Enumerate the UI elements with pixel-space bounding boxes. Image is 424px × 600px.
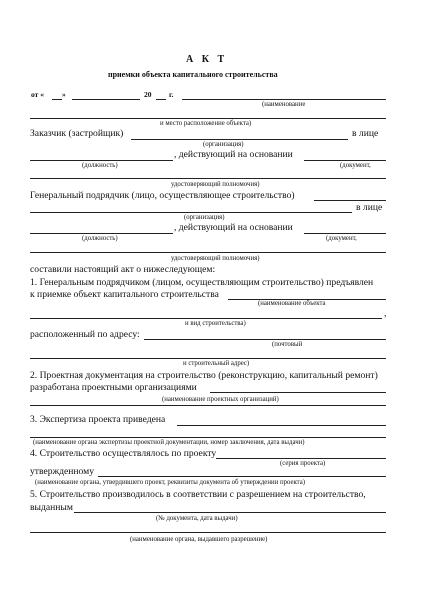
- item5-permit-line: [74, 512, 386, 513]
- item1-note-object: (наименование объекта: [258, 300, 326, 307]
- contractor-note-document: (документ,: [326, 235, 357, 242]
- date-suffix: г.: [169, 90, 174, 99]
- item3-note: (наименование органа экспертизы проектной документации, номер заключения, дата выдачи): [33, 439, 305, 446]
- customer-acting-basis: , действующий на основании: [174, 149, 293, 160]
- item5-note-doc: (№ документа, дата выдачи): [156, 515, 238, 522]
- item2-designers-line-2: [30, 405, 386, 406]
- item1-note-construction-address: и строительный адрес): [183, 360, 250, 367]
- item4-line1: 4. Строительство осуществлялось по проекту: [30, 448, 217, 459]
- contractor-note-org: (организация): [184, 214, 225, 221]
- item5-line2: выданным: [30, 502, 73, 513]
- item1-comma: ,: [384, 308, 387, 319]
- note-naming: (наименование: [262, 101, 306, 108]
- customer-basis-line: [304, 160, 386, 161]
- contractor-note-position: (должность): [82, 235, 118, 242]
- contractor-authority-line: [30, 252, 386, 253]
- date-year: 20: [144, 90, 152, 99]
- item4-project-line: [216, 458, 386, 459]
- date-prefix: от «: [31, 90, 44, 99]
- item5-note-authority: (наименование органа, выдавшего разрешение): [130, 536, 268, 543]
- customer-note-document: (документ,: [340, 162, 371, 169]
- contractor-in-person: в лице: [356, 202, 383, 213]
- contractor-acting-basis: , действующий на основании: [174, 222, 293, 233]
- customer-authority-line: [30, 178, 386, 179]
- item1-address-line: [144, 339, 386, 340]
- contractor-position-line: [30, 233, 173, 234]
- customer-note-authority: удостоверяющий полномочия): [171, 181, 260, 188]
- item2-designers-line: [210, 392, 386, 393]
- item4-note-series: (серия проекта): [280, 460, 326, 467]
- customer-note-position: (должность): [82, 162, 118, 169]
- date-close: »: [62, 90, 66, 99]
- item2-line1: 2. Проектная документация на строительство (реконструкцию, капитальный ремонт): [30, 370, 378, 381]
- contractor-org-line-2: [30, 212, 352, 213]
- item1-kind-line: [30, 318, 382, 319]
- item2-note: (наименование проектных организаций): [162, 396, 279, 403]
- item4-line2: утвержденному: [30, 466, 95, 477]
- item1-line2: к приемке объект капитального строительства: [30, 289, 219, 300]
- item1-note-kind: и вид строительства): [185, 320, 246, 327]
- customer-org-line: [131, 139, 348, 140]
- item3-expertise-line: [177, 425, 386, 426]
- contractor-org-line-1: [314, 200, 386, 201]
- customer-label: Заказчик (застройщик): [30, 128, 124, 139]
- note-location: и место расположение объекта): [160, 120, 252, 127]
- item2-line2: разработана проектными организациями: [30, 382, 197, 393]
- item1-address-line-2: [30, 358, 386, 359]
- customer-position-line: [30, 160, 173, 161]
- item4-approved-line: [98, 476, 386, 477]
- item5-line1: 5. Строительство производилось в соответствии с разрешением на строительство,: [30, 489, 366, 500]
- item3-expertise-line-2: [30, 437, 386, 438]
- date-day-line: [52, 99, 62, 100]
- object-location-line: [30, 118, 386, 119]
- date-month-line: [72, 99, 140, 100]
- item1-note-postal: (почтовый: [272, 341, 303, 348]
- document-title: А К Т: [186, 54, 228, 65]
- item5-permit-line-2: [30, 532, 386, 533]
- customer-in-person: в лице: [352, 128, 379, 139]
- customer-note-org: (организация): [203, 141, 244, 148]
- contractor-basis-line: [304, 233, 386, 234]
- date-year-line: [156, 99, 166, 100]
- item1-address-label: расположенный по адресу:: [30, 329, 140, 340]
- contractor-label: Генеральный подрядчик (лицо, осуществляющее строительство): [30, 190, 295, 201]
- document-subtitle: приемки объекта капитального строительства: [108, 70, 278, 79]
- intro-text: составили настоящий акт о нижеследующем:: [30, 264, 216, 275]
- item3-line1: 3. Экспертиза проекта приведена: [30, 414, 166, 425]
- contractor-note-authority: удостоверяющий полномочия): [171, 255, 260, 262]
- item1-line1: 1. Генеральным подрядчиком (лицом, осуществляющим строительство) предъявлен: [30, 277, 374, 288]
- object-name-line: [182, 99, 386, 100]
- item4-note-approved: (наименование органа, утвердившего проект, реквизиты документа об утверждении проекта): [35, 479, 306, 486]
